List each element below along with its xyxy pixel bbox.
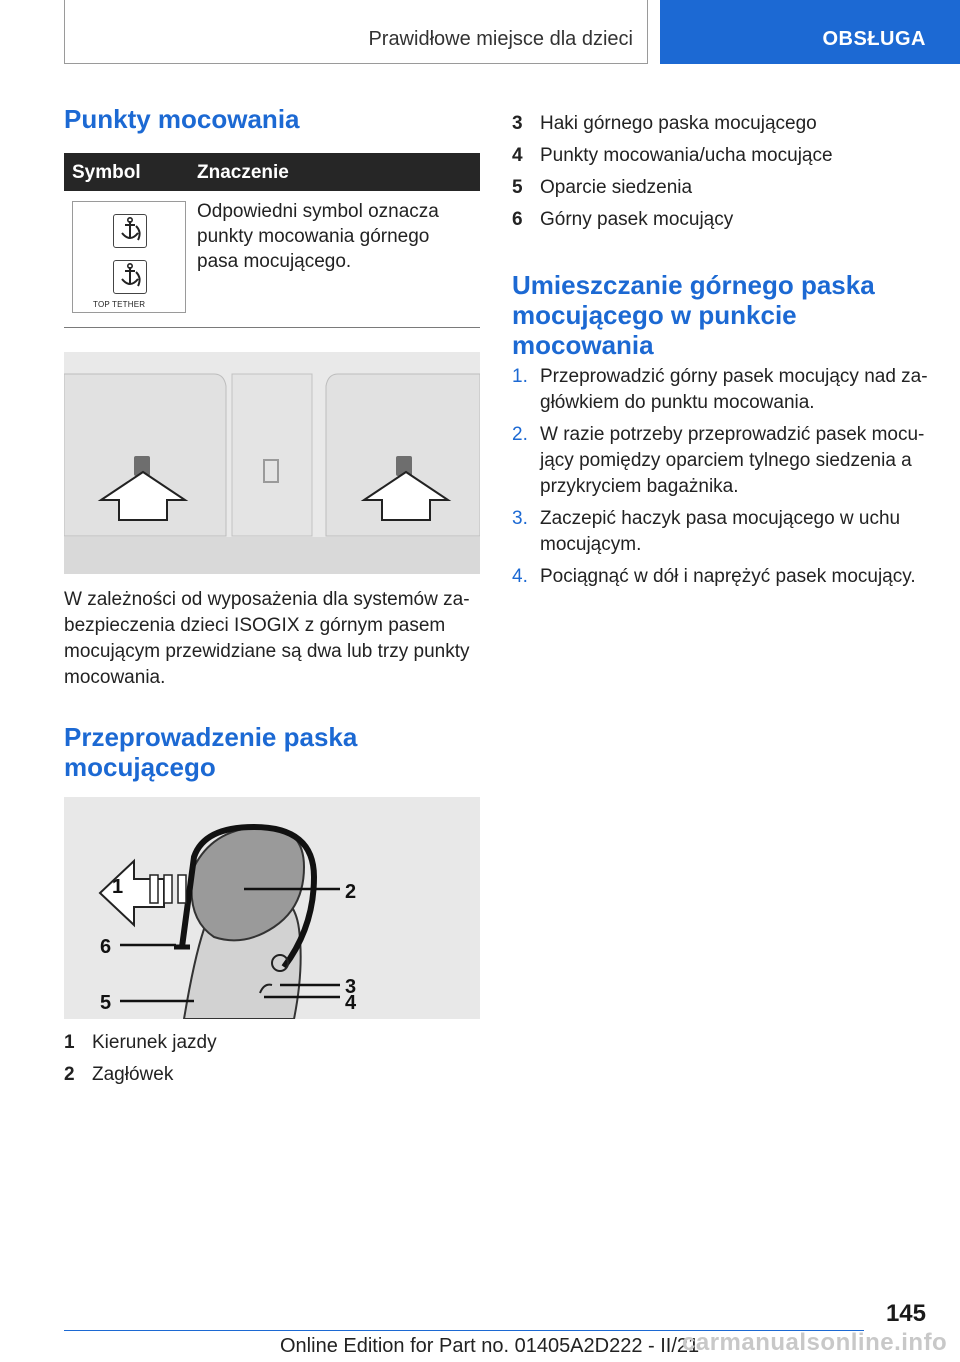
legend-item bbox=[512, 140, 932, 172]
table-row bbox=[64, 191, 480, 328]
header-section-tab bbox=[660, 0, 960, 64]
step-item bbox=[512, 422, 932, 500]
legend-text: Górny pasek mocujący bbox=[540, 209, 734, 230]
legend-item bbox=[64, 1059, 480, 1091]
diagram-label-4: 4 bbox=[345, 992, 357, 1014]
col-symbol-header: Symbol bbox=[72, 162, 141, 183]
seat-anchor-photo bbox=[64, 352, 480, 574]
symbol-table-header bbox=[64, 153, 480, 191]
step-text: Pociągnąć w dół i naprężyć pasek mocujący. bbox=[540, 566, 916, 587]
watermark: carmanualsonline.info bbox=[682, 1329, 948, 1356]
legend-item bbox=[512, 204, 932, 236]
top-tether-icon bbox=[113, 260, 147, 294]
heading-routing-strap: Przeprowadzenie paska mocującego bbox=[64, 722, 358, 782]
legend-right bbox=[512, 108, 932, 236]
legend-text: Haki górnego paska mocującego bbox=[540, 113, 817, 134]
legend-number: 3 bbox=[512, 113, 523, 134]
legend-item bbox=[512, 172, 932, 204]
legend-number: 5 bbox=[512, 177, 523, 198]
legend-number: 4 bbox=[512, 145, 523, 166]
diagram-label-5: 5 bbox=[100, 992, 112, 1014]
chapter-title: Prawidłowe miejsce dla dzieci bbox=[368, 28, 633, 50]
step-text: Zaczepić haczyk pasa mocującego w uchu mocującym. bbox=[540, 508, 901, 555]
diagram-label-1: 1 bbox=[112, 876, 124, 898]
diagram-label-6: 6 bbox=[100, 936, 112, 958]
legend-item bbox=[64, 1027, 480, 1059]
legend-number: 1 bbox=[64, 1032, 75, 1053]
step-item bbox=[512, 506, 932, 558]
legend-text: Oparcie siedzenia bbox=[540, 177, 693, 198]
section-label: OBSŁUGA bbox=[822, 28, 926, 50]
step-item bbox=[512, 364, 932, 416]
legend-item bbox=[512, 108, 932, 140]
symbol-table bbox=[64, 153, 480, 328]
header-chapter-box bbox=[64, 0, 648, 64]
col-meaning-header: Znaczenie bbox=[197, 162, 289, 183]
step-text: Przeprowadzić górny pasek mocujący nad zagłówkiem do punktu mocowania. bbox=[540, 366, 928, 413]
step-number: 3. bbox=[512, 508, 528, 529]
edition-text: Online Edition for Part no. 01405A2D222 - II/21 bbox=[280, 1335, 700, 1357]
symbol-description: Odpowiedni symbol oznacza punkty mocowania górnego pasa mocującego. bbox=[197, 201, 439, 272]
isofix-paragraph: W zależności od wyposażenia dla systemów zabezpieczenia dzieci ISOGIX z górnym pasem mocującym przewidziane są dwa lub trzy punkty mocowania. bbox=[64, 589, 470, 688]
tether-diagram bbox=[64, 797, 480, 1019]
diagram-label-2: 2 bbox=[345, 881, 357, 903]
legend-text: Punkty mocowania/ucha mocujące bbox=[540, 145, 833, 166]
page-number: 145 bbox=[885, 1300, 926, 1327]
step-number: 1. bbox=[512, 366, 528, 387]
heading-attach-strap: Umieszczanie górnego paska mocującego w punkcie mocowania bbox=[512, 270, 875, 360]
step-number: 2. bbox=[512, 424, 528, 445]
diagram-label-3: 3 bbox=[345, 976, 357, 998]
symbol-cell bbox=[72, 201, 186, 313]
legend-left bbox=[64, 1027, 480, 1091]
step-item bbox=[512, 564, 932, 590]
step-text: W razie potrzeby przeprowadzić pasek mocujący pomiędzy oparciem tylnego siedzenia a przykryciem bagażnika. bbox=[540, 424, 925, 497]
legend-text: Kierunek jazdy bbox=[92, 1032, 217, 1053]
child-seat-anchor-icon bbox=[113, 214, 147, 248]
heading-anchor-points: Punkty mocowania bbox=[64, 104, 300, 134]
legend-text: Zagłówek bbox=[92, 1064, 174, 1085]
instruction-steps bbox=[512, 364, 932, 596]
step-number: 4. bbox=[512, 566, 528, 587]
top-tether-caption: TOP TETHER bbox=[93, 300, 146, 309]
legend-number: 6 bbox=[512, 209, 523, 230]
legend-number: 2 bbox=[64, 1064, 75, 1085]
